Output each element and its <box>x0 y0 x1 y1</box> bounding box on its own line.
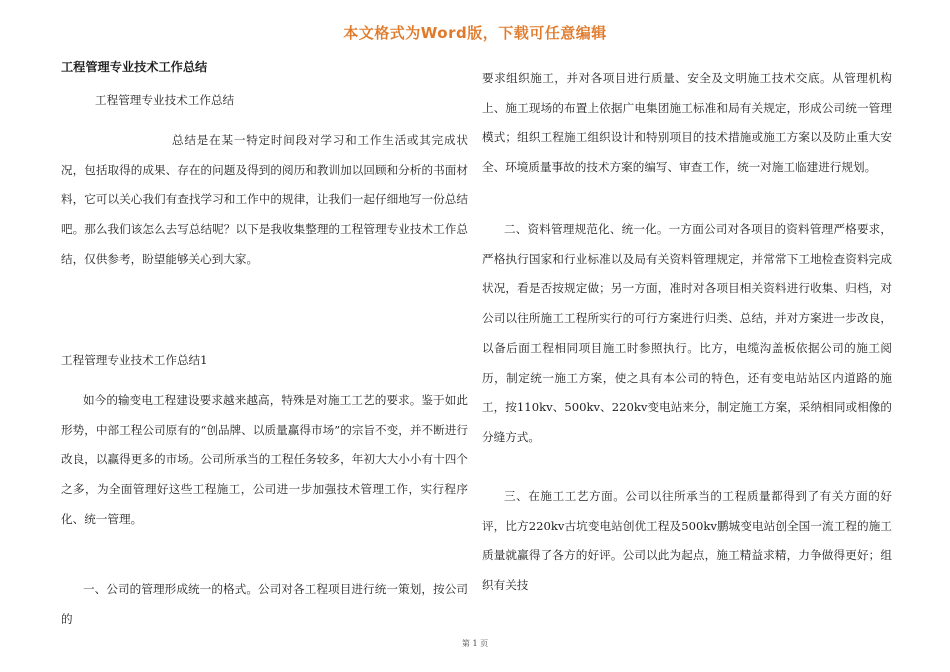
right-paragraph-2 <box>482 215 892 453</box>
document-title: 工程管理专业技术工作总结 <box>61 60 208 74</box>
right-paragraph-3-text: 三、在施工工艺方面。公司以往所承当的工程质量都得到了有关方面的好评，比方220kv古坑变电站创优工程及500kv鹏城变电站创全国一流工程的施工质量就赢得了各方的好评。公司以此为起点，施工精益求精，力争做得更好；组织有关技 <box>482 489 892 593</box>
right-paragraph-2-text: 二、资料管理规范化、统一化。一方面公司对各项目的资料管理严格要求，严格执行国家和行业标准以及局有关资料管理规定，并常常下工地检查资料完成状况，看是否按规定做；另一方面，准时对各项目相关资料进行收集、归档，对公司以往所施工工程所实行的可行方案进行归类、总结，并对方案进一步改良，以备后面工程相同项目施工时参照执行。比方，电缆沟盖板依据公司的施工阅历，制定统一施工方案，使之具有本公司的特色，还有变电站站区内道路的施工，按110kv、500kv、220kv变电站来分，制定施工方案，采纳相同或相像的分缝方式。 <box>482 222 892 444</box>
right-paragraph-1-text: 要求组织施工，并对各项目进行质量、安全及文明施工技术交底。从管理机构上、施工现场的布置上依据广电集团施工标准和局有关规定，形成公司统一管理模式；组织工程施工组织设计和特别项目的技术措施或施工方案以及防止重大安全、环境质量事故的技术方案的编写、审查工作，统一对施工临建进行规划。 <box>482 71 892 175</box>
right-paragraph-3 <box>482 482 892 601</box>
section-heading: 工程管理专业技术工作总结1 <box>61 353 208 367</box>
paragraph-2-text: 一、公司的管理形成统一的格式。公司对各工程项目进行统一策划，按公司的 <box>61 582 468 626</box>
document-subtitle: 工程管理专业技术工作总结 <box>95 93 235 107</box>
download-banner: 本文格式为Word版，下载可任意编辑 <box>343 24 607 42</box>
paragraph-1 <box>61 386 468 535</box>
intro-text: 总结是在某一特定时间段对学习和工作生活或其完成状况，包括取得的成果、存在的问题及得到的阅历和教训加以回顾和分析的书面材料，它可以关心我们有查找学习和工作中的规律，让我们一起仔细地写一份总结吧。那么我们该怎么去写总结呢？以下是我收集整理的工程管理专业技术工作总结，仅供参考，盼望能够关心到大家。 <box>61 133 468 266</box>
page-number: 第 1 页 <box>461 639 489 648</box>
intro-paragraph <box>61 126 468 275</box>
right-paragraph-1 <box>482 64 892 183</box>
paragraph-1-text: 如今的输变电工程建设要求越来越高，特殊是对施工工艺的要求。鉴于如此形势，中部工程公司原有的“创品牌、以质量赢得市场”的宗旨不变，并不断进行改良，以赢得更多的市场。公司所承当的工程任务较多，年初大大小小有十四个之多，为全面管理好这些工程施工，公司进一步加强技术管理工作，实行程序化、统一管理。 <box>61 393 468 526</box>
paragraph-2 <box>61 575 468 634</box>
